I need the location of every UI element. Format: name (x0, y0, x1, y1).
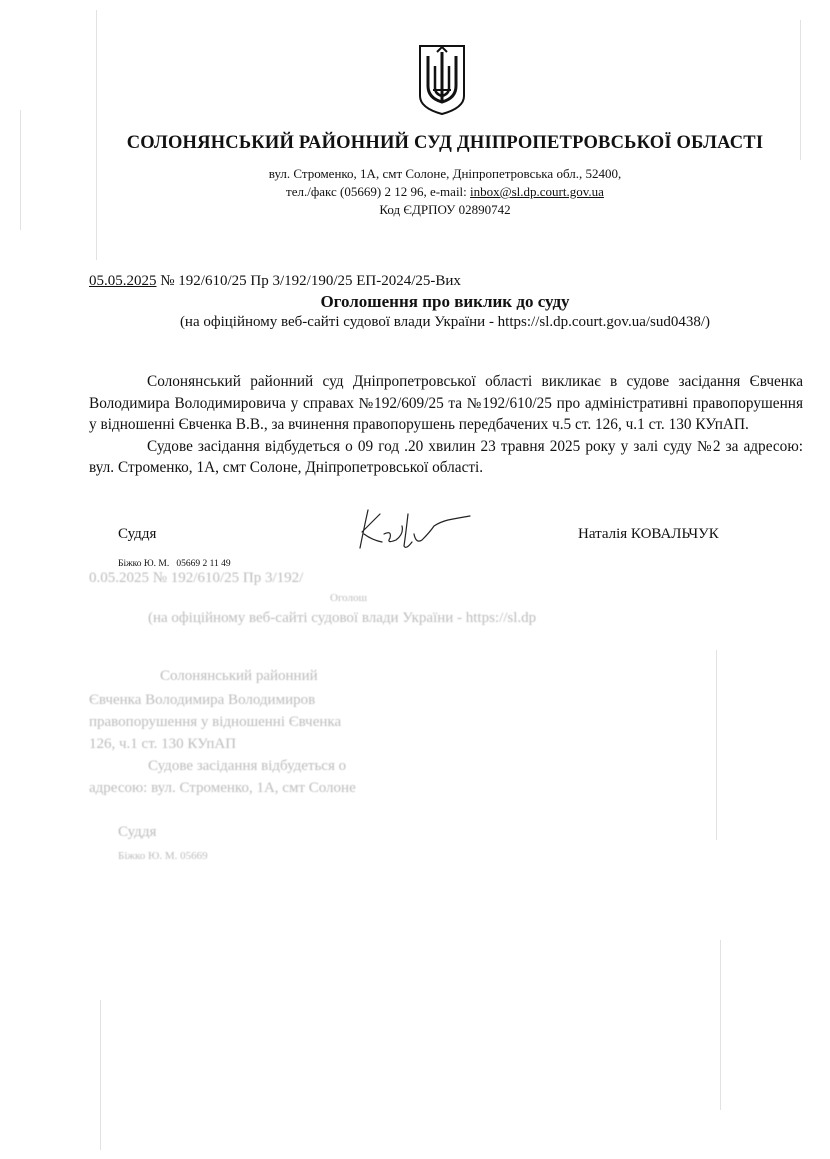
email-link[interactable]: inbox@sl.dp.court.gov.ua (470, 184, 604, 199)
ghost-line: 0.05.2025 № 192/610/25 Пр 3/192/ (89, 570, 304, 586)
ghost-line: Євченка Володимира Володимиров (89, 692, 316, 708)
ghost-line: Солонянський районний (160, 668, 318, 684)
document-title: Оголошення про виклик до суду (320, 292, 570, 311)
judge-name: Наталія КОВАЛЬЧУК (578, 526, 719, 542)
ghost-line: Суддя (118, 824, 157, 840)
judge-position-label: Суддя (118, 526, 157, 542)
executor-name: Біжко Ю. М. (118, 559, 170, 569)
hearing-paragraph: Судове засідання відбудеться о 09 год .20 хвилин 23 травня 2025 року у залі суду №2 за адресою: вул. Строменко, 1А, смт Солоне, Дніпропетровської області. (89, 437, 803, 476)
court-address: вул. Строменко, 1А, смт Солоне, Дніпропетровська обл., 52400, (268, 166, 622, 181)
summons-paragraph: Солонянський районний суд Дніпропетровської області викликає в судове засідання Євченка Володимира Володимировича у справах №192/609/25 та №192/610/25 про адміністративні правопорушення у відношенні Євченка В.В., за вчинення правопорушень передбачених ч.5 ст. 126, ч.1 ст. 130 КУпАП. (89, 373, 803, 433)
phone-fax-text: тел./факс (05669) 2 12 96, e-mail: (286, 184, 471, 199)
executor-phone: 05669 2 11 49 (176, 559, 231, 569)
ghost-line: (на офіційному веб-сайті судової влади України - https://sl.dp (148, 610, 537, 626)
edrpou-code: Код ЄДРПОУ 02890742 (379, 202, 511, 217)
ghost-line: Біжко Ю. М. 05669 (118, 850, 208, 862)
ghost-line: правопорушення у відношенні Євченка (89, 714, 342, 730)
document-body (89, 371, 803, 479)
ghost-line: Судове засідання відбудеться о (148, 758, 347, 774)
court-contacts (60, 184, 830, 200)
executor-info (118, 559, 231, 569)
ghost-line: адресою: вул. Строменко, 1А, смт Солоне (89, 780, 356, 796)
court-name-heading: СОЛОНЯНСЬКИЙ РАЙОННИЙ СУД ДНІПРОПЕТРОВСЬКОЇ ОБЛАСТІ (126, 133, 764, 153)
ghost-line: 126, ч.1 ст. 130 КУпАП (89, 736, 237, 752)
reference-line (89, 273, 461, 290)
ghost-line: Оголош (330, 592, 367, 604)
reference-numbers: № 192/610/25 Пр 3/192/190/25 ЕП-2024/25-Вих (156, 273, 461, 289)
document-subtitle: (на офіційному веб-сайті судової влади України - https://sl.dp.court.gov.ua/sud0438/) (179, 314, 711, 330)
handwritten-signature (350, 504, 480, 556)
coat-of-arms-icon (417, 44, 467, 116)
reference-date: 05.05.2025 (89, 273, 157, 289)
